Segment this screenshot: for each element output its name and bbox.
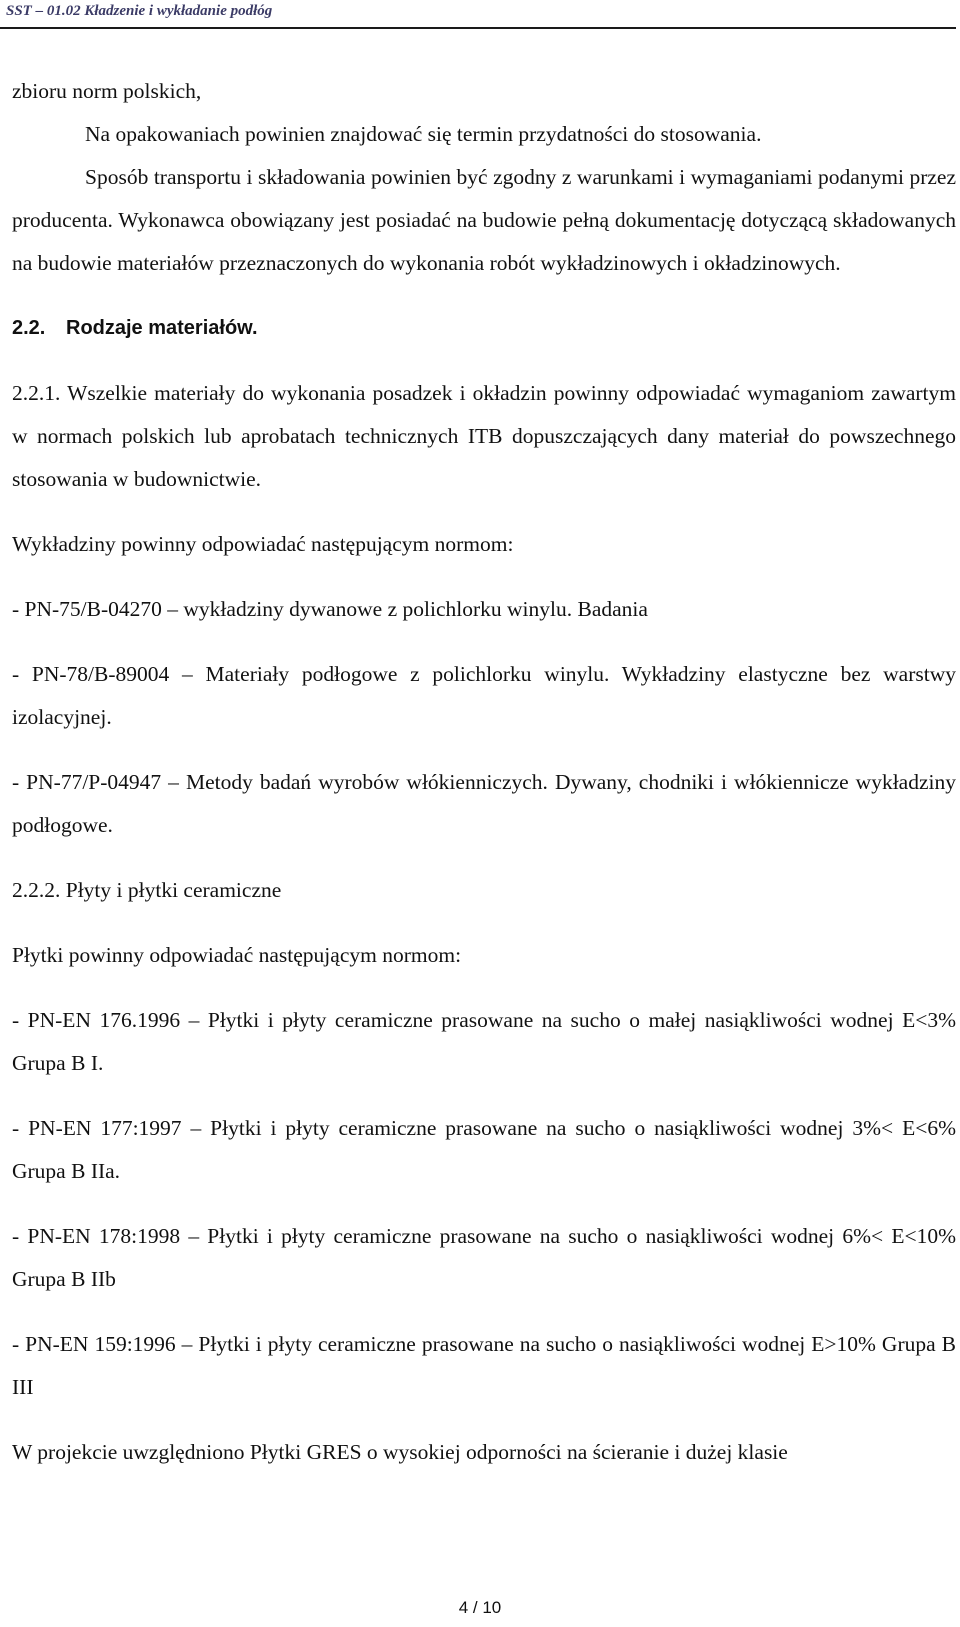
paragraph: W projekcie uwzględniono Płytki GRES o wysokiej odporności na ścieranie i dużej klasie bbox=[12, 1440, 788, 1464]
section-title: Rodzaje materiałów. bbox=[66, 317, 258, 339]
paragraph: Na opakowaniach powinien znajdować się termin przydatności do stosowania. bbox=[85, 122, 762, 146]
paragraph: Płytki powinny odpowiadać następującym normom: bbox=[12, 943, 462, 967]
list-item: - PN-77/P-04947 – Metody badań wyrobów włókienniczych. Dywany, chodniki i włókiennicze wykładziny podłogowe. bbox=[12, 770, 956, 837]
list-item: - PN-EN 177:1997 – Płytki i płyty ceramiczne prasowane na sucho o nasiąkliwości wodnej 3%< E<6% Grupa B IIa. bbox=[12, 1116, 956, 1183]
section-number: 2.2. bbox=[12, 317, 46, 339]
list-item: - PN-75/B-04270 – wykładziny dywanowe z polichlorku winylu. Badania bbox=[12, 597, 648, 621]
paragraph: Wykładziny powinny odpowiadać następującym normom: bbox=[12, 532, 514, 556]
subsection-heading: 2.2.2. Płyty i płytki ceramiczne bbox=[12, 878, 282, 902]
section-heading bbox=[12, 307, 956, 350]
document-body bbox=[12, 70, 956, 1474]
paragraph: 2.2.1. Wszelkie materiały do wykonania posadzek i okładzin powinny odpowiadać wymaganiom zawartym w normach polskich lub aprobatach technicznych ITB dopuszczających dany materiał do powszechnego stosowania w budownictwie. bbox=[12, 381, 956, 491]
paragraph: Sposób transportu i składowania powinien być zgodny z warunkami i wymaganiami podanymi przez producenta. Wykonawca obowiązany jest posiadać na budowie pełną dokumentację dotyczącą składowanych na budowie materiałów przeznaczonych do wykonania robót wykładzinowych i okładzinowych. bbox=[12, 165, 956, 275]
page-header bbox=[0, 0, 956, 29]
list-item: - PN-EN 178:1998 – Płytki i płyty ceramiczne prasowane na sucho o nasiąkliwości wodnej 6%< E<10% Grupa B IIb bbox=[12, 1224, 956, 1291]
list-item: - PN-78/B-89004 – Materiały podłogowe z polichlorku winylu. Wykładziny elastyczne bez warstwy izolacyjnej. bbox=[12, 662, 956, 729]
page-number: 4 / 10 bbox=[458, 1598, 502, 1617]
paragraph: zbioru norm polskich, bbox=[12, 79, 202, 103]
list-item: - PN-EN 176.1996 – Płytki i płyty ceramiczne prasowane na sucho o małej nasiąkliwości wodnej E<3% Grupa B I. bbox=[12, 1008, 956, 1075]
list-item: - PN-EN 159:1996 – Płytki i płyty ceramiczne prasowane na sucho o nasiąkliwości wodnej E>10% Grupa B III bbox=[12, 1332, 956, 1399]
header-title: SST – 01.02 Kładzenie i wykładanie podłóg bbox=[6, 3, 273, 19]
